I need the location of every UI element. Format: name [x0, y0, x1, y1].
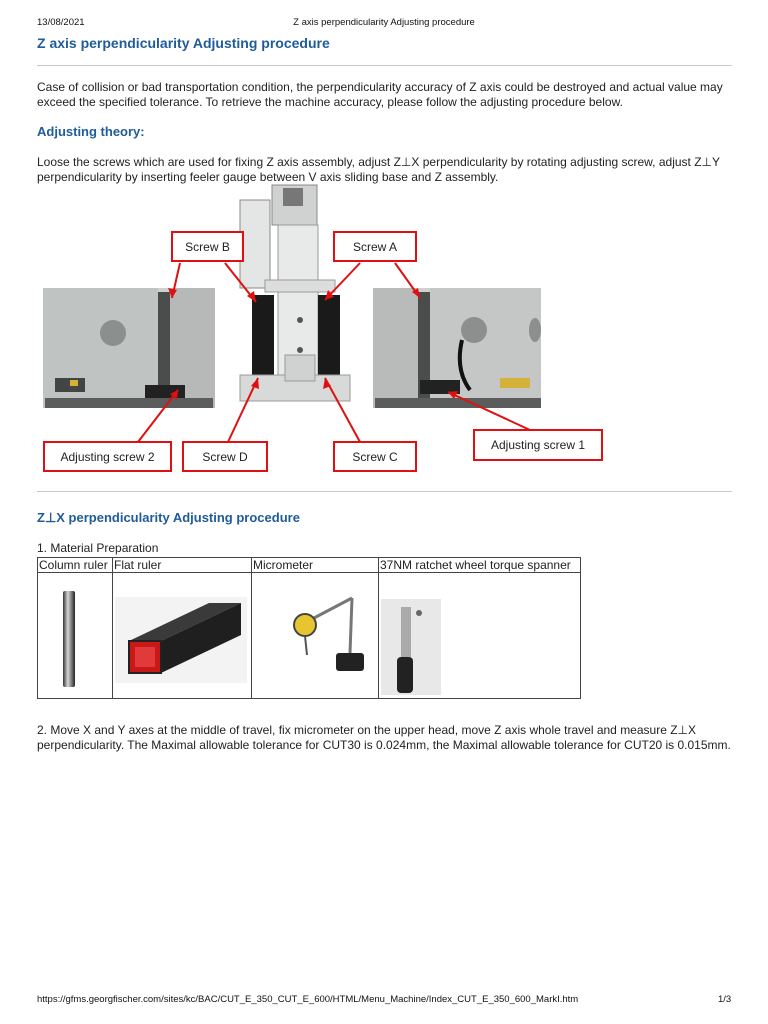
machine-diagram-art: [0, 180, 768, 480]
step-2: 2. Move X and Y axes at the middle of travel, fix micrometer on the upper head, move Z axis whole travel and measure Z⊥X perpendicularity. The Maximal allowable tolerance for CUT30 is 0.024mm, the Maximal allowable tolerance for CUT20 is 0.015mm.: [37, 723, 731, 752]
callout-adjusting-screw-1: Adjusting screw 1: [473, 429, 603, 461]
right-panel-photo: [373, 288, 541, 408]
table-header-cell: Flat ruler: [113, 558, 252, 573]
page-title: Z axis perpendicularity Adjusting procedure: [37, 35, 330, 51]
callout-screw-a: Screw A: [333, 231, 417, 262]
zx-heading: Z⊥X perpendicularity Adjusting procedure: [37, 510, 300, 525]
materials-table: [37, 557, 581, 699]
theory-heading: Adjusting theory:: [37, 124, 145, 139]
callout-screw-c: Screw C: [333, 441, 417, 472]
torque-spanner-image: [379, 573, 581, 699]
micrometer-image: [252, 573, 379, 699]
print-doc-title: Z axis perpendicularity Adjusting procedure: [293, 17, 475, 28]
callout-screw-b: Screw B: [171, 231, 244, 262]
left-panel-photo: [43, 288, 215, 408]
print-date: 13/08/2021: [37, 17, 85, 28]
table-header-cell: 37NM ratchet wheel torque spanner: [379, 558, 581, 573]
page-number: 1/3: [718, 994, 732, 1005]
callout-screw-d: Screw D: [182, 441, 268, 472]
intro-paragraph: Case of collision or bad transportation condition, the perpendicularity accuracy of Z axis could be destroyed and actual value may exceed the specified tolerance. To retrieve the machine accuracy, please follow the adjusting procedure below.: [37, 80, 723, 109]
table-header-cell: Column ruler: [38, 558, 113, 573]
divider: [37, 65, 732, 66]
table-header-row: [38, 558, 581, 573]
flat-ruler-image: [113, 573, 252, 699]
z-axis-assembly-photo: [240, 185, 350, 401]
table-image-row: [38, 573, 581, 699]
callout-adjusting-screw-2: Adjusting screw 2: [43, 441, 172, 472]
machine-diagram: [0, 180, 768, 480]
table-header-cell: Micrometer: [252, 558, 379, 573]
column-ruler-image: [38, 573, 113, 699]
divider: [37, 491, 732, 492]
step-1: 1. Material Preparation: [37, 541, 159, 555]
theory-paragraph: Loose the screws which are used for fixing Z axis assembly, adjust Z⊥X perpendicularity by rotating adjusting screw, adjust Z⊥Y perpendicularity by inserting feeler gauge between V axis sliding base and Z assembly.: [37, 155, 720, 184]
footer-url[interactable]: https://gfms.georgfischer.com/sites/kc/BAC/CUT_E_350_CUT_E_600/HTML/Menu_Machine/Index_CUT_E_350_600_MarkI.htm: [37, 994, 579, 1005]
